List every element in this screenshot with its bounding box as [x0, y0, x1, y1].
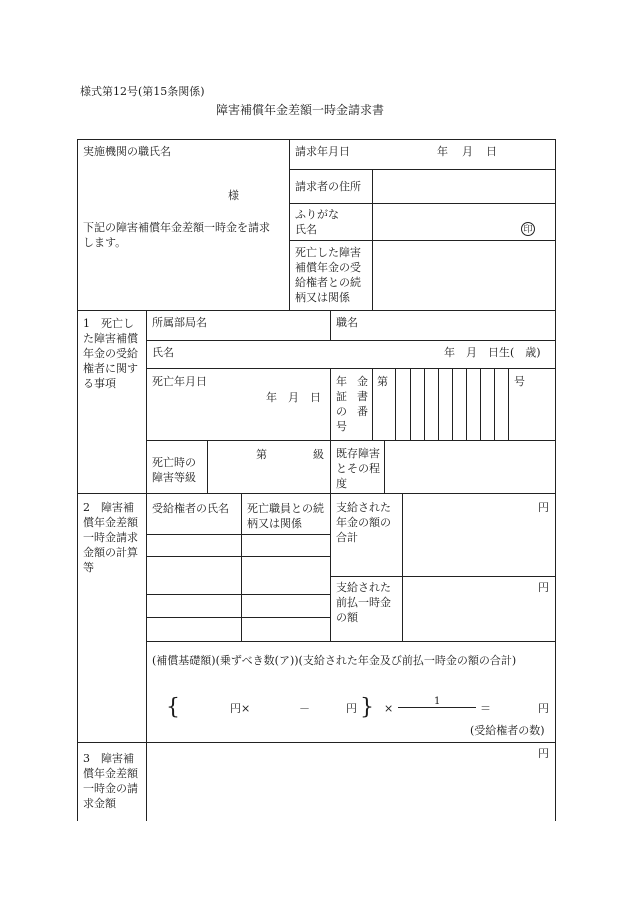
- line-s2-v2: [330, 493, 331, 641]
- line-s1-v-grade: [207, 440, 208, 493]
- request-year: 年: [437, 145, 448, 158]
- line-cert-4: [438, 368, 439, 440]
- cert-go: 号: [514, 375, 525, 388]
- request-month: 月: [462, 145, 473, 158]
- formula-text: (補償基礎額)(乗ずべき数(ア))(支給された年金及び前払一時金の額の合計): [152, 654, 517, 667]
- line-s2-r4: [146, 617, 330, 618]
- formula-times: ×: [384, 702, 394, 715]
- formula-brace-open: {: [166, 695, 180, 720]
- advance-label: 支給された前払一時金の額: [336, 581, 391, 624]
- pension-cert-label: 年金証書の番号: [336, 375, 368, 433]
- line-cert-5: [452, 368, 453, 440]
- request-date-label: 請求年月日: [295, 145, 350, 158]
- line-cert-3: [424, 368, 425, 440]
- formula-result-yen: 円: [538, 702, 549, 715]
- cert-dai: 第: [377, 375, 388, 388]
- paid-pension-label: 支給された年金の額の合計: [336, 501, 391, 544]
- sama-label: 様: [228, 189, 239, 202]
- org-head-label: 実施機関の職氏名: [83, 145, 171, 158]
- line-s2-r2: [146, 556, 330, 557]
- line-cert-6: [466, 368, 467, 440]
- line-cert-9: [508, 368, 509, 440]
- line-s1-v-post: [330, 310, 331, 340]
- line-s1-v-exist2: [384, 440, 385, 493]
- formula-minus: －: [299, 702, 310, 715]
- birth-date-suffix: 年 月 日生( 歳): [444, 346, 541, 359]
- formula-yen: 円: [346, 702, 357, 715]
- furigana-label: ふりがな: [295, 208, 339, 221]
- line-cert-8: [494, 368, 495, 440]
- section2-heading: 2 障害補償年金差額一時金請求金額の計算等: [83, 501, 138, 574]
- line-cert-2: [410, 368, 411, 440]
- paid-pension-yen: 円: [538, 501, 549, 514]
- recipient-name-label: 受給権者の氏名: [152, 502, 229, 515]
- line-cert-7: [480, 368, 481, 440]
- form-number: 様式第12号(第15条関係): [80, 85, 205, 98]
- grade-kyu: 級: [313, 448, 324, 461]
- recipient-relation-label: 死亡職員との続柄又は関係: [247, 502, 324, 530]
- formula-yen-times: 円×: [230, 702, 251, 715]
- seal-mark: 印: [521, 222, 535, 236]
- formula-fraction-bar: [398, 707, 476, 708]
- section1-heading: 1 死亡した障害補償年金の受給権者に関する事項: [83, 317, 138, 390]
- line-sec3-top: [77, 742, 556, 743]
- formula-brace-close: }: [360, 695, 374, 720]
- line-s2-r3: [146, 594, 330, 595]
- existing-disability-label: 既存障害とその程度: [336, 447, 380, 490]
- line-s1-h1: [146, 340, 556, 341]
- death-date-value: 年 月 日: [266, 391, 321, 404]
- grade-dai: 第: [256, 448, 267, 461]
- death-date-label: 死亡年月日: [152, 375, 207, 388]
- section3-heading: 3 障害補償年金差額一時金の請求金額: [83, 752, 138, 810]
- formula-denominator: (受給権者の数): [470, 724, 545, 737]
- formula-numerator: 1: [434, 696, 441, 707]
- line-s1-v-cert: [330, 368, 331, 440]
- line-s2-mid: [330, 576, 556, 577]
- line-heading-col: [146, 310, 147, 821]
- line-s2-formula-top: [146, 641, 556, 642]
- deceased-name-label: 氏名: [152, 346, 174, 359]
- grade-label: 死亡時の障害等級: [152, 456, 196, 484]
- formula-equals: ＝: [480, 702, 491, 715]
- line-s2-r1: [146, 534, 330, 535]
- line-top-v1: [289, 139, 290, 310]
- line-sec1-top: [77, 310, 556, 311]
- advance-yen: 円: [538, 581, 549, 594]
- line-cert-0: [372, 368, 373, 440]
- relation-label-top: 死亡した障害補償年金の受給権者との続柄又は関係: [295, 246, 361, 304]
- line-s2-v3: [402, 493, 403, 641]
- request-text: 下記の障害補償年金差額一時金を請求します。: [83, 221, 270, 249]
- address-label: 請求者の住所: [295, 180, 361, 193]
- post-label: 職名: [336, 316, 358, 329]
- request-day: 日: [486, 145, 497, 158]
- claimant-name-label: 氏名: [295, 223, 317, 236]
- section3-yen: 円: [538, 747, 549, 760]
- line-cert-1: [395, 368, 396, 440]
- line-sec2-top: [77, 493, 556, 494]
- form-title: 障害補償年金差額一時金請求書: [216, 103, 385, 117]
- line-s2-v1: [241, 493, 242, 641]
- dept-label: 所属部局名: [152, 316, 207, 329]
- line-top-h2: [289, 203, 556, 204]
- line-top-h1: [289, 169, 556, 170]
- line-top-h3: [289, 240, 556, 241]
- line-s1-v-exist: [330, 440, 331, 493]
